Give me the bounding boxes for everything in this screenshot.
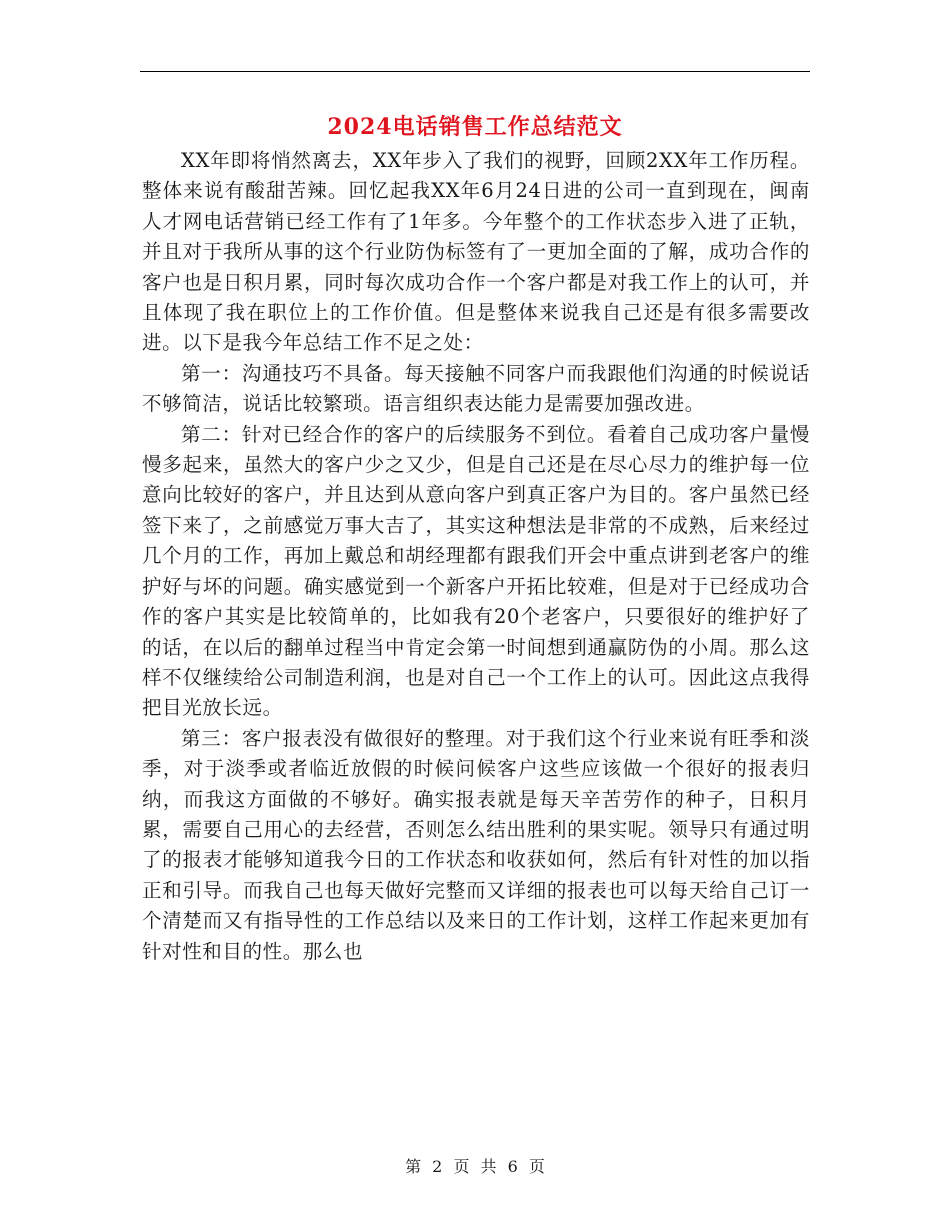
paragraph-point-one: 第一：沟通技巧不具备。每天接触不同客户而我跟他们沟通的时候说话不够简洁，说话比较繁琐。语言组织表达能力是需要加强改进。 <box>142 361 810 416</box>
paragraph-point-three: 第三：客户报表没有做很好的整理。对于我们这个行业来说有旺季和淡季，对于淡季或者临近放假的时候问候客户这些应该做一个很好的报表归纳，而我这方面做的不够好。确实报表就是每天辛苦劳作的种子，日积月累，需要自己用心的去经营，否则怎么结出胜利的果实呢。领导只有通过明了的报表才能够知道我今日的工作状态和收获如何，然后有针对性的加以指正和引导。而我自己也每天做好完整而又详细的报表也可以每天给自己订一个清楚而又有指导性的工作总结以及来日的工作计划，这样工作起来更加有针对性和目的性。那么也 <box>142 726 810 963</box>
paragraph-intro: XX年即将悄然离去，XX年步入了我们的视野，回顾2XX年工作历程。整体来说有酸甜苦辣。回忆起我XX年6月24日进的公司一直到现在，闽南人才网电话营销已经工作有了1年多。今年整个的工作状态步入进了正轨，并且对于我所从事的这个行业防伪标签有了一更加全面的了解，成功合作的客户也是日积月累，同时每次成功合作一个客户都是对我工作上的认可，并且体现了我在职位上的工作价值。但是整体来说我自己还是有很多需要改进。以下是我今年总结工作不足之处： <box>142 149 810 355</box>
document-title: 2024电话销售工作总结范文 <box>327 114 623 140</box>
header-rule <box>140 71 810 72</box>
page-number: 第 2 页 共 6 页 <box>405 1157 545 1176</box>
document-body <box>142 146 810 967</box>
paragraph-point-two: 第二：针对已经合作的客户的后续服务不到位。看着自己成功客户量慢慢多起来，虽然大的客户少之又少，但是自己还是在尽心尽力的维护每一位意向比较好的客户，并且达到从意向客户到真正客户为目的。客户虽然已经签下来了，之前感觉万事大吉了，其实这种想法是非常的不成熟，后来经过几个月的工作，再加上戴总和胡经理都有跟我们开会中重点讲到老客户的维护好与坏的问题。确实感觉到一个新客户开拓比较难，但是对于已经成功合作的客户其实是比较简单的，比如我有20个老客户，只要很好的维护好了的话，在以后的翻单过程当中肯定会第一时间想到通赢防伪的小周。那么这样不仅继续给公司制造利润，也是对自己一个工作上的认可。因此这点我得把目光放长远。 <box>142 422 810 720</box>
